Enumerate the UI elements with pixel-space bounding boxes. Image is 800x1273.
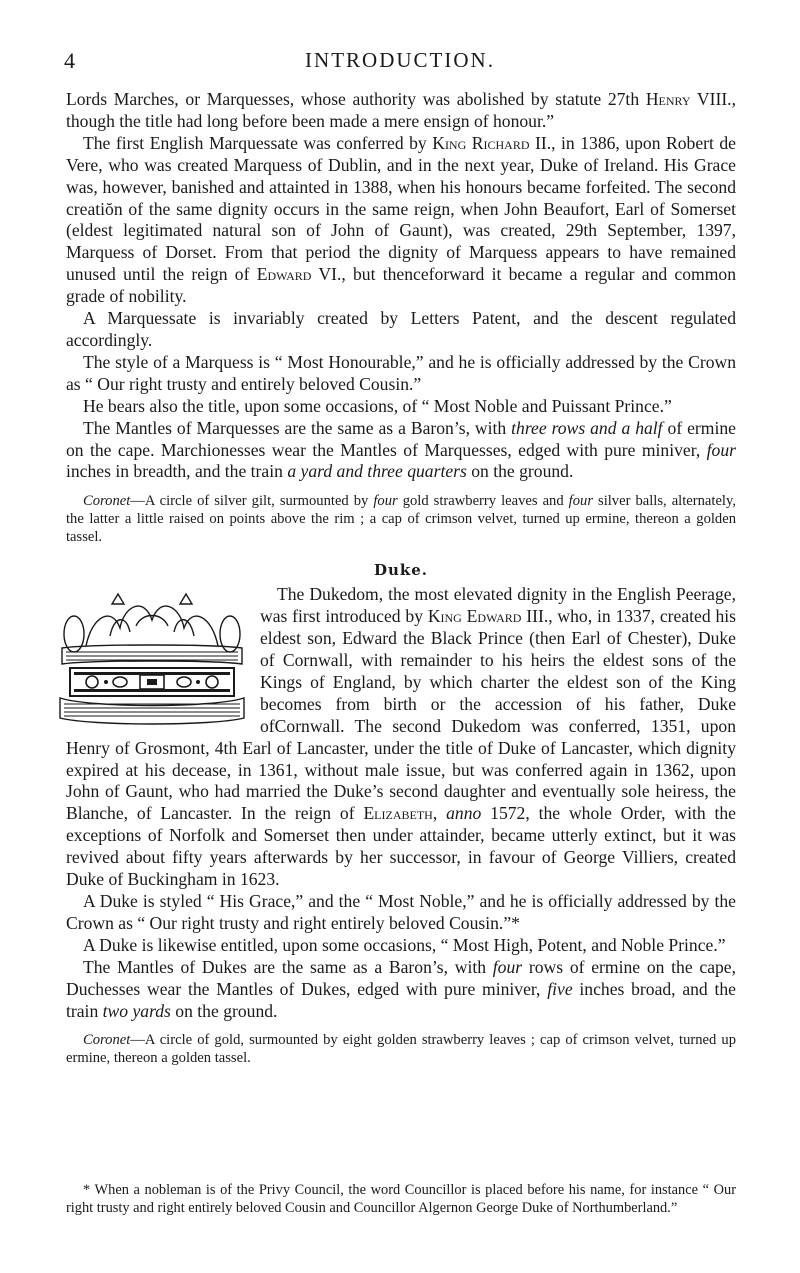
section-heading-duke: Duke. <box>373 561 429 580</box>
marquess-coronet-description: Coronet—A circle of silver gilt, surmounted by four gold strawberry leaves and four silver balls, alternately, the latter a little raised on points above the rim ; a cap of crimson velvet, turned up ermine, thereon a golden tassel. <box>66 493 736 546</box>
paragraph-letters-patent: A Marquessate is invariably created by Letters Patent, and the descent regulated accordingly. <box>66 308 736 350</box>
paragraph-marquess-title: He bears also the title, upon some occasions, of “ Most Noble and Puissant Prince.” <box>83 395 672 416</box>
paragraph-dukedom-history: The Dukedom, the most elevated dignity in the English Peerage, was first introduced by King Edward III., who, in 1337, created his eldest son, Edward the Black Prince (then Earl of Chester), Duke of Cornwall, with remainder to his heirs the eldest sons of the Kings of England, by which charter the eldest son of the King becomes from birth or the accession of his father, Duke ofCornwall. The second Dukedom was conferred, 1351, upon Henry of Grosmont, 4th Earl of Lancaster, under the title of Duke of Lancaster, which dignity expired at his decease, in 1361, without male issue, but was conferred again in 1362, upon John of Gaunt, who had married the Duke’s second daughter and eventually sole heiress, the Blanche, of Lancaster. In the reign of Elizabeth, anno 1572, the whole Order, with the exceptions of Norfolk and Somerset then under attainder, became utterly extinct, but it was revived about fifty years afterwards by her successor, in favour of George Villiers, created Duke of Buckingham in 1623. <box>66 584 736 890</box>
paragraph-marquess-mantles: The Mantles of Marquesses are the same as a Baron’s, with three rows and a half of ermine on the cape. Marchionesses wear the Mantles of Marquesses, edged with pure miniver, four inches in breadth, and the train a yard and three quarters on the ground. <box>66 417 736 482</box>
paragraph-first-marquessate: The first English Marquessate was conferred by King Richard II., in 1386, upon Robert de Vere, who was created Marquess of Dublin, and in the next year, Duke of Ireland. His Grace was, however, banished and attainted in 1388, when his honours became forfeited. The second creatiŏn of the same dignity occurs in the same reign, when John Beaufort, Earl of Somerset (eldest legitimated natural son of John of Gaunt), was created, 29th September, 1397, Marquess of Dorset. From that period the dignity of Marquess appears to have remained unused until the reign of Edward VI., but thenceforward it became a regular and common grade of nobility. <box>66 132 736 307</box>
page-number: 4 <box>64 48 75 73</box>
main-text <box>66 89 736 1067</box>
running-header <box>0 48 800 78</box>
paragraph-marquess-style: The style of a Marquess is “ Most Honourable,” and he is officially addressed by the Crown as “ Our right trusty and entirely beloved Cousin.” <box>66 351 736 394</box>
ducal-coronet-icon <box>52 586 252 726</box>
paragraph-duke-title: A Duke is likewise entitled, upon some occasions, “ Most High, Potent, and Noble Prince.” <box>83 934 726 955</box>
footnote: * When a nobleman is of the Privy Council, the word Councillor is placed before his name, for instance “ Our right trusty and right entirely beloved Cousin and Councillor Algernon George Duke of Northumberland.” <box>66 1182 736 1216</box>
duke-coronet-description: Coronet—A circle of gold, surmounted by eight golden strawberry leaves ; cap of crimson velvet, turned up ermine, thereon a golden tassel. <box>66 1032 736 1067</box>
running-title: INTRODUCTION. <box>305 48 495 72</box>
paragraph-duke-style: A Duke is styled “ His Grace,” and the “ Most Noble,” and he is officially addressed by the Crown as “ Our right trusty and right entirely beloved Cousin.”* <box>66 891 736 933</box>
paragraph-duke-mantles: The Mantles of Dukes are the same as a Baron’s, with four rows of ermine on the cape, Duchesses wear the Mantles of Dukes, edged with pure miniver, five inches broad, and the train two yards on the ground. <box>66 956 737 1021</box>
paragraph-marquess-origin: Lords Marches, or Marquesses, whose authority was abolished by statute 27th Henry VIII., though the title had long before been made a mere ensign of honour.” <box>66 89 736 131</box>
